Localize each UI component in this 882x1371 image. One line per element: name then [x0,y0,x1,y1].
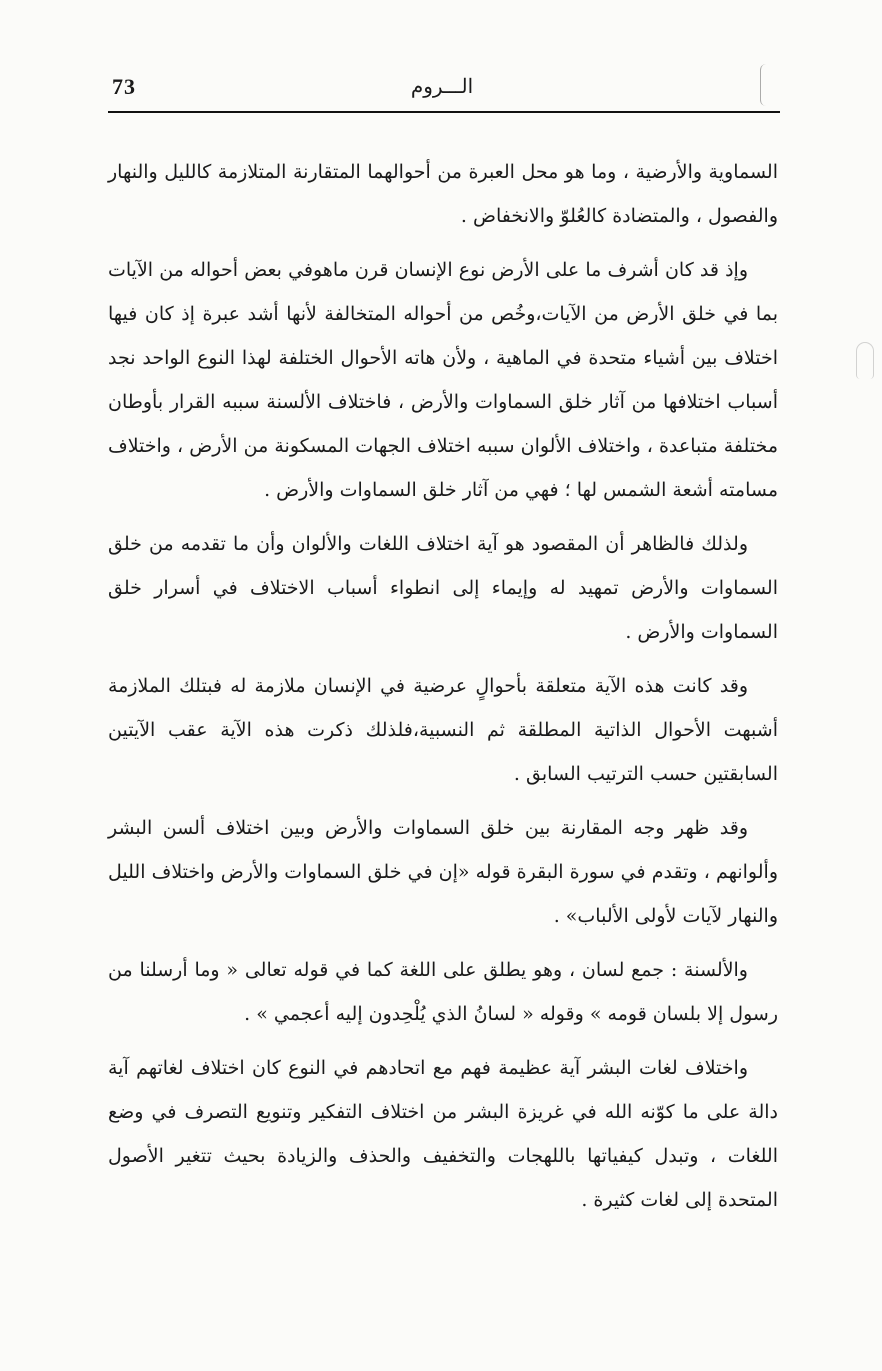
paragraph-4: وقد كانت هذه الآية متعلقة بأحوالٍ عرضية في الإنسان ملازمة له فبتلك الملازمة أشبهت الأحوال الذاتية المطلقة ثم النسبية،فلذلك ذكرت هذه الآية عقب الآيتين السابقتين حسب الترتيب السابق . [108,675,778,785]
margin-pencil-mark [856,342,874,379]
paragraph-7: واختلاف لغات البشر آية عظيمة فهم مع اتحادهم في النوع كان اختلاف لغاتهم آية دالة على ما كوّنه الله في غريزة البشر من اختلاف التفكير وتنويع التصرف في وضع اللغات ، وتبدل كيفياتها باللهجات والتخفيف والحذف والزيادة بحيث تتغير الأصول المتحدة إلى لغات كثيرة . [108,1057,778,1211]
paragraph-3: ولذلك فالظاهر أن المقصود هو آية اختلاف اللغات والألوان وأن ما تقدمه من خلق السماوات والأرض تمهيد له وإيماء إلى انطواء أسباب الاختلاف في أسرار خلق السماوات والأرض . [108,533,778,643]
running-title: الـــروم [410,74,474,98]
paragraph-1: السماوية والأرضية ، وما هو محل العبرة من أحوالهما المتقارنة المتلازمة كالليل والنهار والفصول ، والمتضادة كالعُلوّ والانخفاض . [108,161,778,227]
page-number: 73 [112,74,136,99]
page-header [108,68,776,110]
header-rule [108,111,780,113]
body-text [108,150,778,1222]
paragraph-2: وإذ قد كان أشرف ما على الأرض نوع الإنسان قرن ماهوفي بعض أحواله من الآيات بما في خلق الأرض من الآيات،وخُص من أحواله المتخالفة لأنها أشد عبرة إذ كان فيها اختلاف بين أشياء متحدة في الماهية ، ولأن هاته الأحوال الختلفة لهذا النوع الواحد نجد أسباب اختلافها من آثار خلق السماوات والأرض ، فاختلاف الألسنة سببه القرار بأوطان مختلفة متباعدة ، واختلاف الألوان سببه اختلاف الجهات المسكونة من الأرض ، واختلاف مسامته أشعة الشمس لها ؛ فهي من آثار خلق السماوات والأرض . [108,259,778,501]
paragraph-5: وقد ظهر وجه المقارنة بين خلق السماوات والأرض وبين اختلاف ألسن البشر وألوانهم ، وتقدم في سورة البقرة قوله «إن في خلق السماوات والأرض واختلاف الليل والنهار لآيات لأولى الألباب» . [108,817,778,927]
paragraph-6: والألسنة : جمع لسان ، وهو يطلق على اللغة كما في قوله تعالى « وما أرسلنا من رسول إلا بلسان قومه » وقوله « لسانُ الذي يُلْحِدون إليه أعجمي » . [108,959,778,1025]
